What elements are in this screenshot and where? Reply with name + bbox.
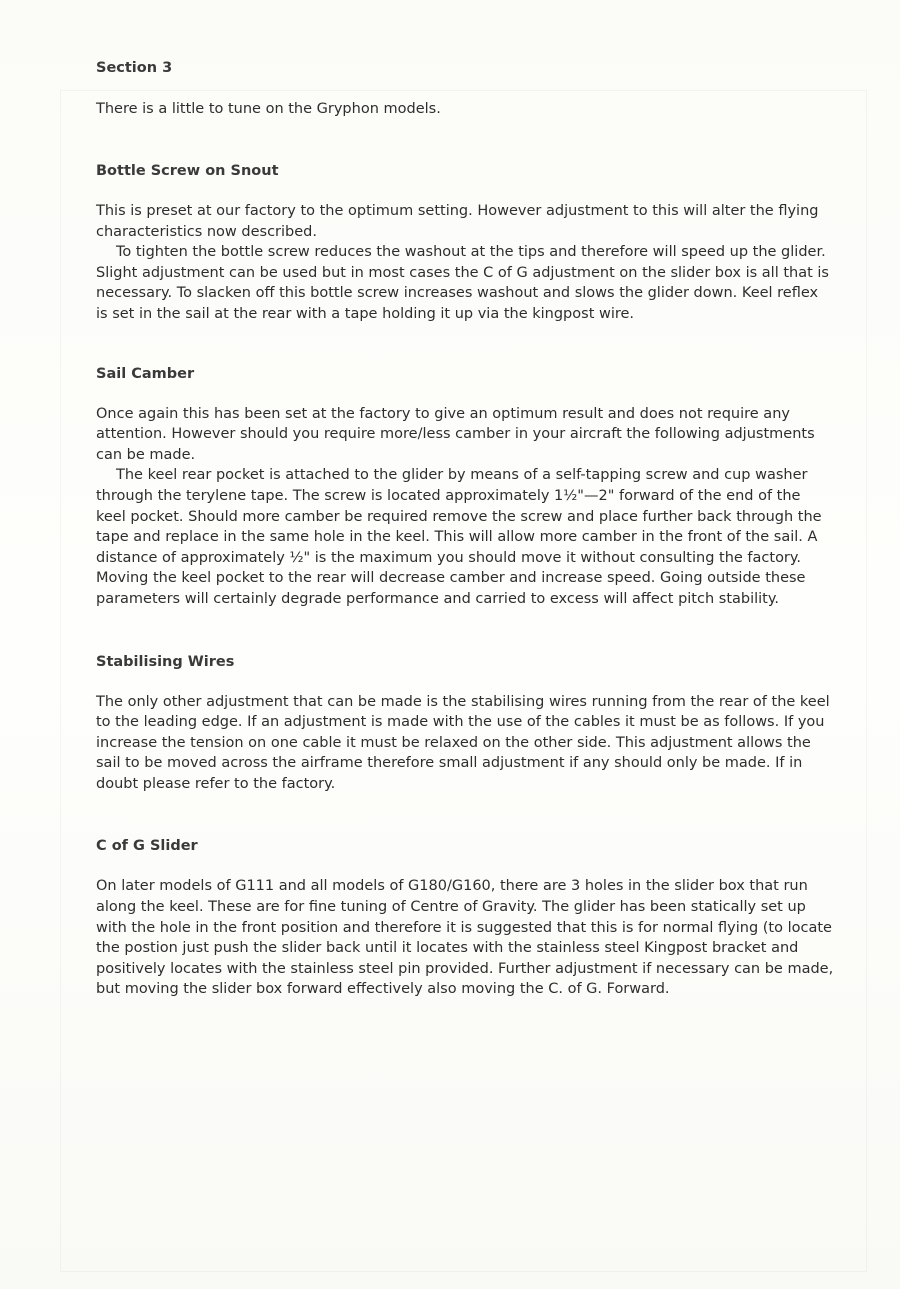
- document-body: [96, 58, 834, 1000]
- intro-text: There is a little to tune on the Gryphon models.: [96, 101, 441, 117]
- section-label: Section 3: [96, 60, 173, 76]
- section-paragraph: To tighten the bottle screw reduces the washout at the tips and therefore will speed up the glider. Slight adjustment can be used but in most cases the C of G adjustment on the slider box is all that is necessary. To slacken off this bottle screw increases washout and slows the glider down. Keel reflex is set in the sail at the rear with a tape holding it up via the kingpost wire.: [96, 244, 829, 322]
- section-bottle-screw: [96, 161, 834, 325]
- section-paragraph: The keel rear pocket is attached to the glider by means of a self-tapping screw and cup washer through the terylene tape. The screw is located approximately 1½"—2" forward of the end of the keel pocket. Should more camber be required remove the screw and place further back through the tape and replace in the same hole in the keel. This will allow more camber in the front of the sail. A distance of approximately ½" is the maximum you should move it without consulting the factory. Moving the keel pocket to the rear will decrease camber and increase speed. Going outside these parameters will certainly degrade performance and carried to excess will affect pitch stability.: [96, 467, 822, 607]
- section-heading: Bottle Screw on Snout: [96, 163, 279, 179]
- section-heading: Stabilising Wires: [96, 653, 235, 670]
- section-paragraph: The only other adjustment that can be made is the stabilising wires running from the rear of the keel to the leading edge. If an adjustment is made with the use of the cables it must be as follows. If you increase the tension on one cable it must be relaxed on the other side. This adjustment allows the sail to be moved across the airframe therefore small adjustment if any should only be made. If in doubt please refer to the factory.: [96, 693, 830, 792]
- section-stabilising-wires: [96, 652, 834, 795]
- section-paragraph: This is preset at our factory to the optimum setting. However adjustment to this will alter the flying characteristics now described.: [96, 203, 819, 240]
- section-paragraph: Once again this has been set at the factory to give an optimum result and does not require any attention. However should you require more/less camber in your aircraft the following adjustments can be made.: [96, 405, 815, 463]
- section-cg-slider: [96, 836, 834, 1000]
- section-sail-camber: [96, 364, 834, 610]
- section-heading: Sail Camber: [96, 365, 195, 382]
- section-heading: C of G Slider: [96, 838, 198, 855]
- section-paragraph: On later models of G111 and all models of G180/G160, there are 3 holes in the slider box that run along the keel. These are for fine tuning of Centre of Gravity. The glider has been statically set up with the hole in the front position and therefore it is suggested that this is for normal flying (to locate the postion just push the slider back until it locates with the stainless steel Kingpost bracket and positively locates with the stainless steel pin provided. Further adjustment if necessary can be made, but moving the slider box forward effectively also moving the C. of G. Forward.: [96, 878, 834, 998]
